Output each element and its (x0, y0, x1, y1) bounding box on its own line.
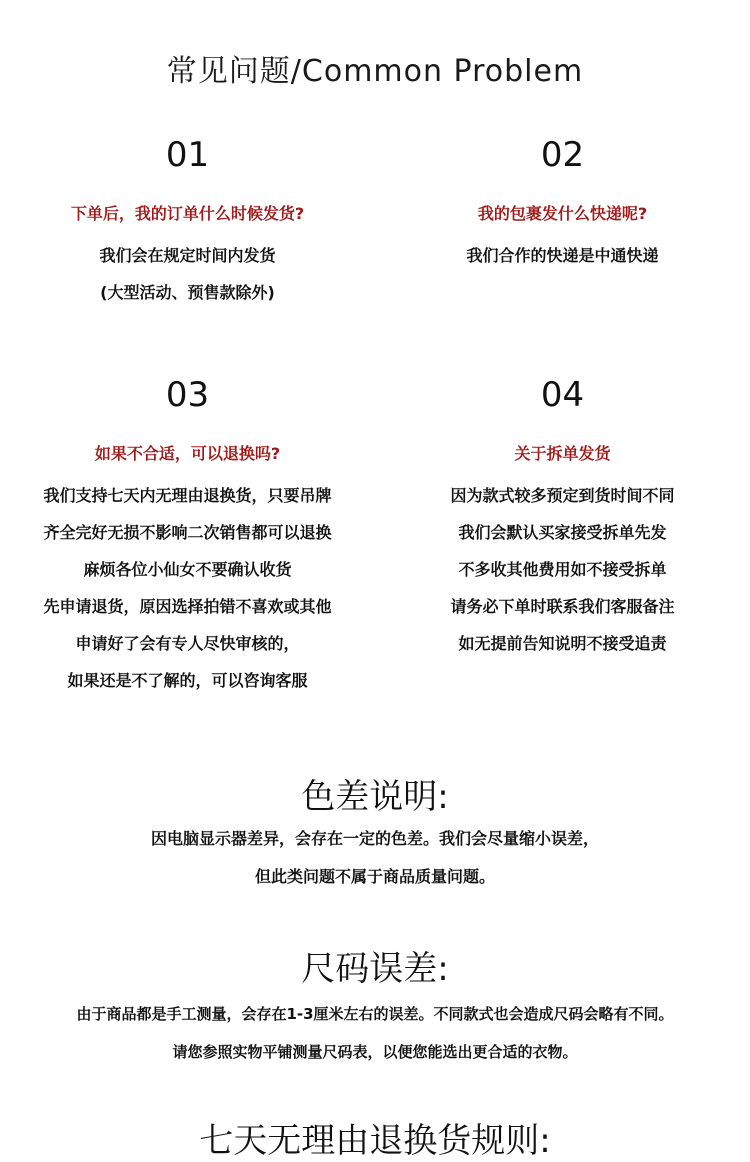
faq-question: 我的包裹发什么快递呢? (477, 204, 648, 223)
faq-answer-line: 我们支持七天内无理由退换货，只要吊牌 (43, 486, 332, 505)
color-diff-heading: 色差说明: (301, 777, 449, 817)
faq-number: 02 (540, 135, 585, 175)
faq-item-04 (375, 370, 750, 662)
faq-question: 下单后，我的订单什么时候发货? (70, 204, 305, 223)
faq-question: 如果不合适，可以退换吗? (94, 444, 281, 463)
faq-number: 04 (540, 375, 585, 415)
faq-answer-line: 如无提前告知说明不接受追责 (458, 634, 667, 653)
faq-answer-line: 请务必下单时联系我们客服备注 (450, 597, 675, 616)
color-diff-line: 因电脑显示器差异，会存在一定的色差。我们会尽量缩小误差， (150, 829, 599, 848)
faq-item-03 (0, 370, 375, 699)
faq-answer-line: 我们会在规定时间内发货 (99, 246, 276, 265)
color-diff-text (0, 820, 750, 896)
faq-number: 03 (165, 375, 210, 415)
faq-answer (0, 477, 375, 699)
faq-answer-line: 申请好了会有专人尽快审核的， (75, 634, 300, 653)
faq-answer-line: (大型活动、预售款除外) (100, 283, 275, 302)
faq-number: 01 (165, 135, 210, 175)
faq-answer (375, 237, 750, 274)
faq-answer-line: 麻烦各位小仙女不要确认收货 (83, 560, 292, 579)
faq-answer-line: 我们会默认买家接受拆单先发 (458, 523, 667, 542)
faq-item-01 (0, 130, 375, 311)
faq-answer-line: 如果还是不了解的，可以咨询客服 (67, 671, 308, 690)
faq-answer-line: 不多收其他费用如不接受拆单 (458, 560, 667, 579)
page-title: 常见问题/Common Problem (166, 54, 584, 89)
color-diff-line: 但此类问题不属于商品质量问题。 (254, 867, 495, 886)
faq-question: 关于拆单发货 (514, 444, 611, 463)
faq-item-02 (375, 130, 750, 274)
faq-answer-line: 因为款式较多预定到货时间不同 (450, 486, 675, 505)
size-error-line: 请您参照实物平铺测量尺码表，以便您能选出更合适的衣物。 (172, 1043, 578, 1061)
size-error-heading: 尺码误差: (301, 949, 449, 989)
size-error-line: 由于商品都是手工测量，会存在1-3厘米左右的误差。不同款式也会造成尺码会略有不同。 (76, 1005, 674, 1023)
faq-answer (0, 237, 375, 311)
size-error-text (0, 995, 750, 1071)
return-rules-heading: 七天无理由退换货规则: (199, 1121, 551, 1161)
faq-answer-line: 我们合作的快递是中通快递 (466, 246, 659, 265)
faq-answer-line: 齐全完好无损不影响二次销售都可以退换 (43, 523, 332, 542)
faq-answer (375, 477, 750, 662)
faq-answer-line: 先申请退货，原因选择拍错不喜欢或其他 (43, 597, 332, 616)
